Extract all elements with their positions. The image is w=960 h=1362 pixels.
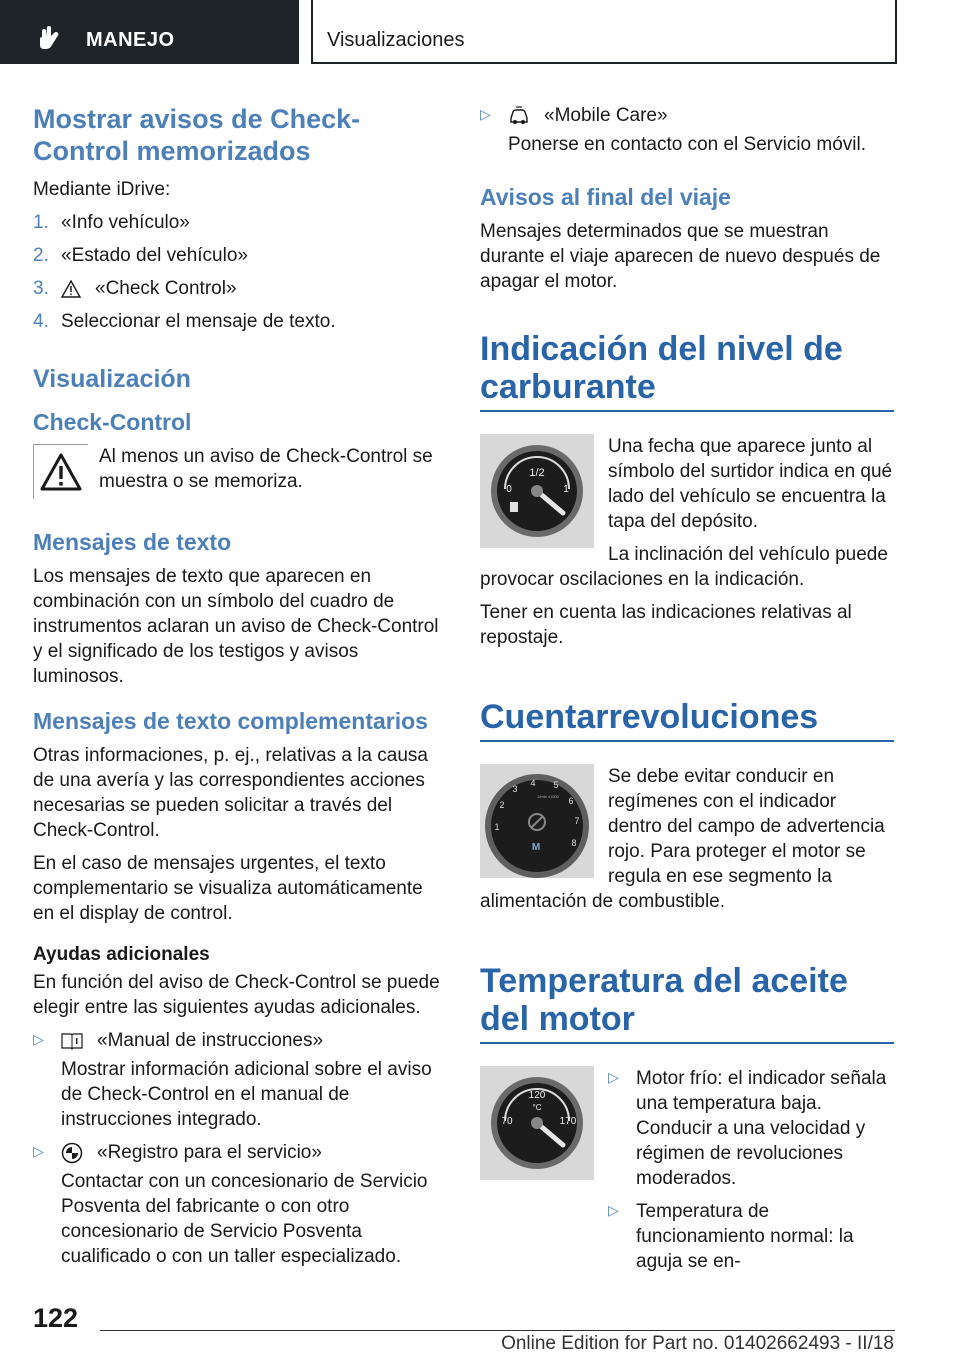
gauge-label: 3 <box>512 784 518 794</box>
hand-icon <box>36 25 62 51</box>
gauge-label: 170 <box>559 1116 577 1127</box>
chapter-tab <box>311 0 897 64</box>
page-number: 122 <box>33 1303 79 1333</box>
gauge-label: °C <box>532 1103 542 1112</box>
idrive-intro: Mediante iDrive: <box>33 179 171 200</box>
supplementary-p1: Otras informaciones, p. ej., relativas a la causa de una avería y las correspondientes acciones necesarias se pueden solicitar a través del Check-Control. <box>33 745 428 841</box>
heading-display: Visualización <box>33 365 191 393</box>
list-item: 2. «Estado del vehículo» <box>33 245 248 266</box>
check-control-text: Al menos un aviso de Check-Control se muestra o se memoriza. <box>99 446 433 492</box>
bullet-triangle-icon: ▷ <box>33 1031 44 1047</box>
gauge-label: M <box>531 842 541 853</box>
bullet-triangle-icon: ▷ <box>33 1143 44 1159</box>
fuel-p2: La inclinación del vehículo puede provocar oscilaciones en la indicación. <box>480 544 888 590</box>
heading-additional-help: Ayudas adicionales <box>33 944 210 965</box>
warning-triangle-icon <box>61 280 81 298</box>
fuel-p3: Tener en cuenta las indicaciones relativas al repostaje. <box>480 602 852 648</box>
additional-help-intro: En función del aviso de Check-Control se puede elegir entre las siguientes ayudas adicionales. <box>33 972 440 1018</box>
warning-triangle-icon <box>33 444 88 499</box>
service-logo-icon <box>61 1142 83 1164</box>
heading-tachometer: Cuentarrevoluciones <box>480 698 894 742</box>
right-column <box>480 103 894 1282</box>
text-messages-body: Los mensajes de texto que aparecen en combinación con un símbolo del cuadro de instrumentos aclaran un aviso de Check-Control y el significado de los testigos y avisos luminosos. <box>33 566 439 687</box>
bullet-triangle-icon: ▷ <box>608 1202 619 1218</box>
heading-text-messages: Mensajes de texto <box>33 529 232 555</box>
list-item: ▷ Temperatura de funcionamiento normal: la aguja se en- <box>608 1201 854 1272</box>
left-column <box>33 103 445 1277</box>
manual-book-icon <box>61 1032 83 1050</box>
gauge-label: 0 <box>506 484 512 495</box>
list-item: 4. Seleccionar el mensaje de texto. <box>33 311 336 332</box>
oil-section <box>480 1066 894 1282</box>
oil-temp-gauge-image <box>480 1066 594 1180</box>
edition-note: Online Edition for Part no. 01402662493 - II/18 <box>501 1333 894 1354</box>
section-tab <box>0 0 299 64</box>
gauge-label: 1/2 <box>529 467 545 479</box>
gauge-label: 7 <box>574 816 580 826</box>
section-label: MANEJO <box>86 29 175 51</box>
footer-divider <box>100 1330 895 1331</box>
list-item: 1. «Info vehículo» <box>33 212 190 233</box>
tacho-body: Se debe evitar conducir en regímenes con el indicador dentro del campo de advertencia rojo. Para proteger el motor se regula en ese segmento la alimentación de combustible. <box>480 766 885 912</box>
tacho-section <box>480 764 894 922</box>
gauge-label: 4 <box>530 778 536 788</box>
supplementary-p2: En el caso de mensajes urgentes, el texto complementario se visualiza automáticamente en el display de control. <box>33 853 423 924</box>
gauge-label: 120 <box>528 1090 546 1101</box>
gauge-label: 6 <box>568 796 574 806</box>
gauge-label: 1/min x1000 <box>537 794 559 799</box>
chapter-label: Visualizaciones <box>327 29 465 51</box>
gauge-label: 1 <box>563 484 569 495</box>
fuel-section <box>480 434 894 658</box>
bullet-triangle-icon: ▷ <box>608 1069 619 1085</box>
list-item: ▷ «Manual de instrucciones» Mostrar información adicional sobre el aviso de Check-Control en el manual de instrucciones integrado. <box>33 1030 432 1130</box>
trip-end-body: Mensajes determinados que se muestran durante el viaje aparecen de nuevo después de apagar el motor. <box>480 221 881 292</box>
fuel-gauge-image <box>480 434 594 548</box>
list-item: 3. «Check Control» <box>33 278 237 299</box>
check-control-note <box>33 444 445 502</box>
gauge-label: 70 <box>501 1116 513 1127</box>
fuel-p1: Una fecha que aparece junto al símbolo del surtidor indica en qué lado del vehículo se encuentra la tapa del depósito. <box>608 436 893 532</box>
list-item: ▷ «Registro para el servicio» Contactar con un concesionario de Servicio Posventa del fabricante o con otro concesionario de Servicio Posventa cualificado o con un taller especializado. <box>33 1142 428 1267</box>
heading-fuel-level: Indicación del nivel de carburante <box>480 330 894 412</box>
heading-check-control: Check-Control <box>33 409 192 435</box>
gauge-label: 2 <box>499 800 505 810</box>
gauge-label: 5 <box>553 780 559 790</box>
heading-stored-warnings: Mostrar avisos de Check-Control memorizados <box>33 104 361 166</box>
gauge-label: 8 <box>571 838 577 848</box>
steps-list <box>33 210 445 334</box>
gauge-label: 1 <box>494 822 500 832</box>
list-item: ▷ «Mobile Care» Ponerse en contacto con el Servicio móvil. <box>480 105 867 155</box>
list-item: ▷ Motor frío: el indicador señala una temperatura baja. Conducir a una velocidad y régimen de revoluciones moderados. <box>608 1068 887 1189</box>
tachometer-image <box>480 764 594 878</box>
heading-supplementary: Mensajes de texto complementarios <box>33 708 428 734</box>
mobile-care-icon <box>508 106 530 126</box>
heading-trip-end: Avisos al final del viaje <box>480 184 731 210</box>
heading-oil-temp: Temperatura del aceite del motor <box>480 962 894 1044</box>
bullet-triangle-icon: ▷ <box>480 106 491 122</box>
